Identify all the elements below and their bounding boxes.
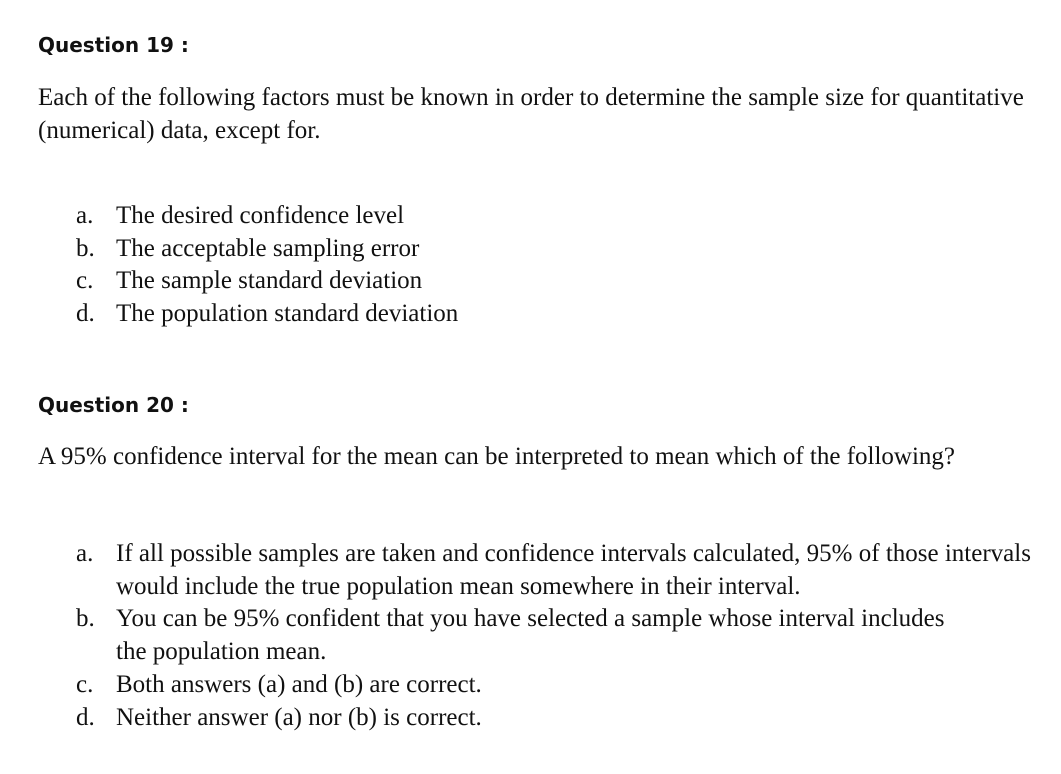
- option-text: If all possible samples are taken and confidence intervals calculated, 95% of those intervals would include the true population mean somewhere in their interval.: [116, 540, 1031, 600]
- question-20-option-b: [76, 603, 1061, 668]
- option-letter: d.: [76, 299, 95, 327]
- question-19-option-d: [76, 298, 1061, 331]
- option-letter: b.: [76, 234, 95, 262]
- option-text: The sample standard deviation: [116, 267, 423, 294]
- option-text: Both answers (a) and (b) are correct.: [116, 670, 482, 698]
- option-text: You can be 95% confident that you have selected a sample whose interval includes the population mean.: [116, 605, 945, 666]
- question-20-title: Question 20 :: [38, 393, 189, 417]
- question-19-option-b: [76, 233, 1061, 266]
- question-20-option-c: [76, 669, 1061, 702]
- option-text: The acceptable sampling error: [116, 234, 420, 262]
- option-letter: d.: [76, 703, 95, 731]
- question-19-option-a: [76, 200, 1061, 233]
- option-text: The desired confidence level: [116, 202, 405, 229]
- option-letter: a.: [76, 540, 94, 567]
- question-19-title: Question 19 :: [38, 33, 189, 57]
- option-letter: c.: [76, 670, 94, 698]
- question-19-text: Each of the following factors must be known in order to determine the sample size for quantitative (numerical) data, except for.: [38, 84, 1024, 144]
- option-letter: b.: [76, 605, 95, 633]
- option-text: Neither answer (a) nor (b) is correct.: [116, 703, 482, 731]
- option-letter: c.: [76, 267, 94, 294]
- option-text: The population standard deviation: [116, 299, 459, 327]
- question-19-option-c: [76, 265, 1061, 298]
- question-20-text: A 95% confidence interval for the mean can be interpreted to mean which of the following?: [38, 443, 956, 470]
- question-20-option-d: [76, 702, 1061, 735]
- question-19-options: [76, 200, 1061, 330]
- option-letter: a.: [76, 202, 94, 229]
- question-20-option-a: [76, 538, 1061, 603]
- question-20-options: [76, 538, 1061, 734]
